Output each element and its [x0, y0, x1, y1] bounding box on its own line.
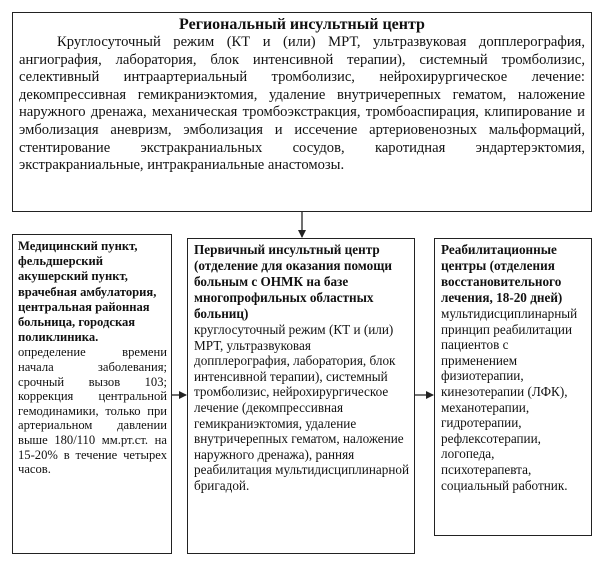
primary-stroke-center-description: круглосуточный режим (КТ и (или) МРТ, ультразвуковая допплерография, лаборатория, блок интенсивной терапии), системный тромболизис, нейрохирургическое лечение (декомпрессивная гемикраниэктомия, удаление внутричерепных гематом, наложение наружного дренажа), ранняя реабилитация мультидисциплинарной бригадой. — [194, 322, 410, 493]
primary-stroke-center-title: Первичный инсультный центр (отделение для оказания помощи больным с ОНМК на базе многопрофильных областных больниц) — [194, 242, 392, 321]
primary-care-title: Медицинский пункт, фельдшерский акушерский пункт, врачебная амбулатория, центральная районная больница, городская поликлиника. — [18, 239, 157, 345]
rehabilitation-center-title: Реабилитационные центры (отделения восстановительного лечения, 18-20 дней) — [441, 242, 563, 305]
regional-center-title: Региональный инсультный центр — [179, 16, 425, 33]
regional-center-description: Круглосуточный режим (КТ и (или) МРТ, ультразвуковая допплерография, ангиография, лаборатория, блок интенсивной терапии), системный тромболизис, селективный интраартериальный тромболизис, нейрохирургическое лечение: декомпрессивная гемикраниэктомия, удаление внутричерепных гематом, наложение наружного дренажа, механическая тромбоэкстракция, тромбоаспирация, клипирование и эмболизация аневризм, эмболизация и иссечение артериовенозных мальформаций, стентирование экстракраниальных сосудов, каротидная эндартерэктомия, экстракраниальные, интракраниальные анастомозы. — [19, 34, 585, 174]
primary-care-description: определение времени начала заболевания; срочный вызов 103; коррекция центральной гемодинамики, только при артериальном давлении выше 180/110 мм.рт.ст. на 15-20% в течение четырех часов. — [18, 345, 167, 477]
rehabilitation-center-description: мультидисциплинарный принцип реабилитации пациентов с применением физиотерапии, кинезотерапии (ЛФК), механотерапии, гидротерапии, рефлексотерапии, логопеда, психотерапевта, социальный работник. — [441, 306, 578, 493]
